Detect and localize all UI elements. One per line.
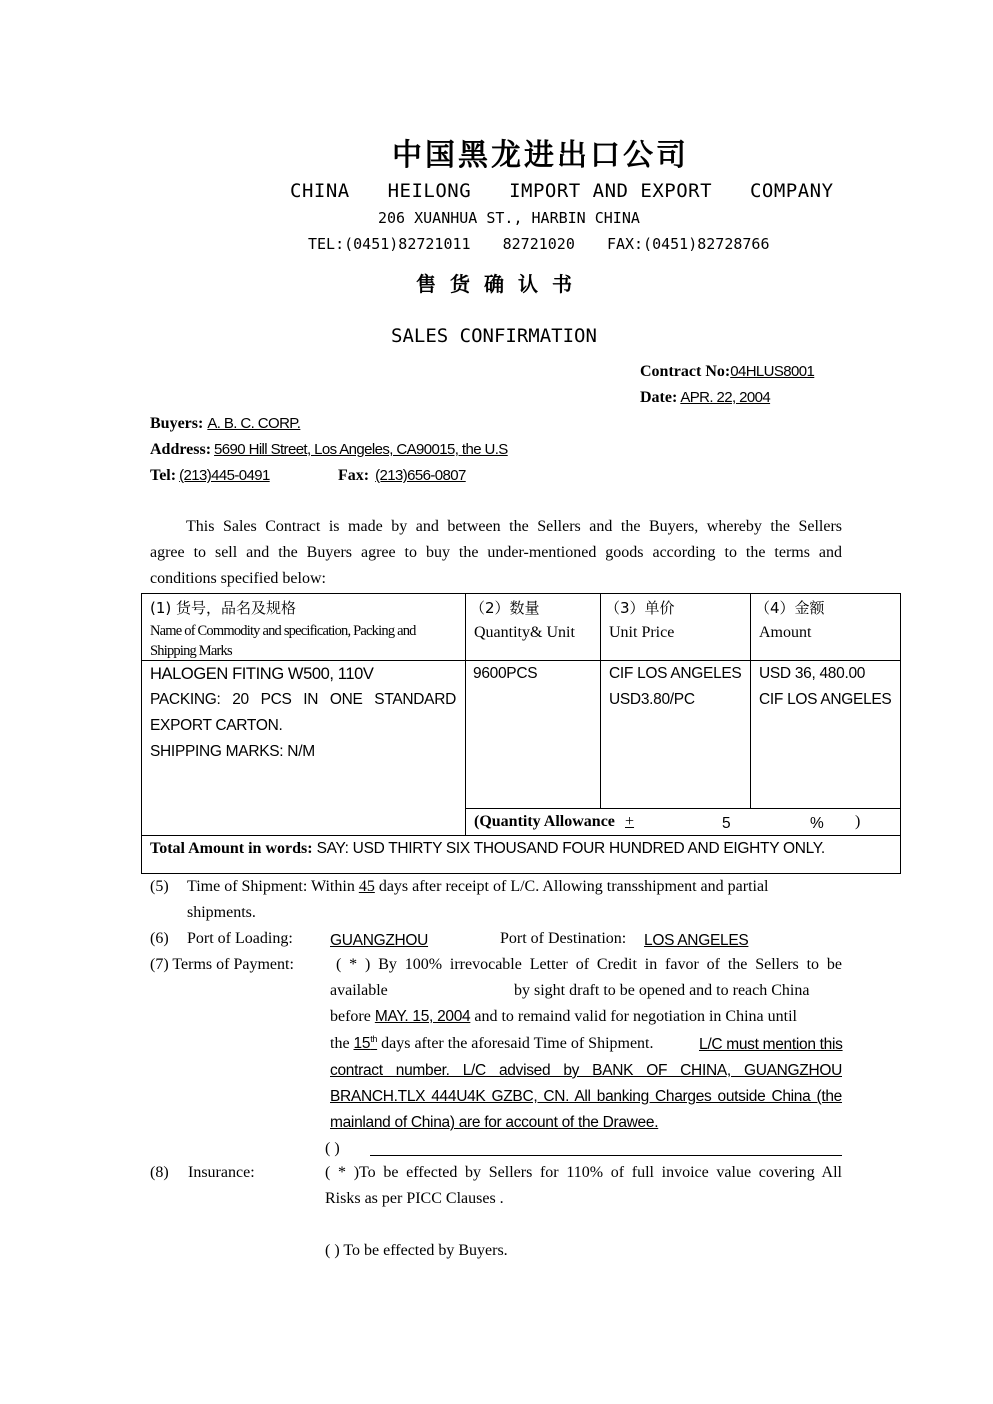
payment-blank-line — [370, 1155, 842, 1156]
lc-reach-date: MAY. 15, 2004 — [374, 1008, 471, 1025]
doc-title-english: SALES CONFIRMATION — [391, 325, 597, 347]
term-6-number: (6) — [150, 930, 169, 947]
table-divider — [465, 808, 901, 809]
payment-text: the — [330, 1035, 350, 1053]
payment-other-option: ( ) — [325, 1140, 340, 1157]
contract-number-label: Contract No: — [640, 363, 731, 380]
term-5-days: 45 — [358, 878, 375, 895]
company-address: 206 XUANHUA ST., HARBIN CHINA — [378, 209, 640, 227]
col-unit-price-header-en: Unit Price — [609, 624, 675, 641]
insurance-line-2: Risks as per PICC Clauses . — [325, 1190, 504, 1207]
insurance-buyers-option: ( ) To be effected by Buyers. — [325, 1242, 508, 1259]
contract-number — [640, 363, 814, 381]
lc-note-line-2: contract number. L/C advised by BANK OF CHINA, GUANGZHOU — [330, 1062, 842, 1079]
table-divider — [600, 593, 601, 809]
buyer-tel — [150, 467, 270, 485]
payment-line-2: by sight draft to be opened and to reach China — [514, 982, 810, 999]
table-divider — [141, 835, 901, 836]
lc-note-line-4: mainland of China) are for account of the Drawee. — [330, 1114, 659, 1131]
total-amount-label: Total Amount in words: — [150, 840, 313, 857]
company-name-chinese: 中国黑龙进出口公司 — [392, 138, 689, 173]
quantity-allowance-value: 5 — [722, 815, 731, 832]
table-divider — [750, 593, 751, 809]
item-price-terms: CIF LOS ANGELES — [609, 665, 742, 682]
doc-title-chinese: 售货确认书 — [416, 272, 586, 296]
total-amount-in-words — [150, 840, 825, 858]
payment-line-1: ( * ) By 100% irrevocable Letter of Credit in favor of the Sellers to be — [336, 956, 842, 973]
col-amount-header-cn: （4）金额 — [755, 599, 825, 617]
buyer-tel-label: Tel: — [150, 467, 177, 484]
buyer-fax — [338, 467, 466, 485]
item-unit-price: USD3.80/PC — [609, 691, 695, 708]
quantity-allowance-close: ) — [855, 813, 861, 830]
validity-days — [354, 1035, 378, 1052]
payment-line-3 — [330, 1008, 842, 1026]
table-border — [141, 873, 901, 874]
payment-available: available — [330, 982, 388, 999]
payment-line-4 — [330, 1034, 654, 1053]
buyer-address-value: 5690 Hill Street, Los Angeles, CA90015, the U.S — [214, 441, 508, 458]
validity-days-suffix: th — [370, 1034, 378, 1044]
payment-text: before — [330, 1008, 371, 1025]
company-name-english — [290, 180, 834, 202]
company-name-word: COMPANY — [749, 180, 834, 202]
col-amount-header-en: Amount — [759, 624, 812, 641]
buyer-address-label: Address: — [150, 441, 212, 458]
intro-line-2: agree to sell and the Buyers agree to buy the under-mentioned goods according to the terms and — [150, 544, 842, 561]
table-border — [141, 593, 901, 594]
col-quantity-header-en: Quantity& Unit — [474, 624, 575, 641]
col-commodity-header-en: Name of Commodity and specification, Packing and Shipping Marks — [150, 623, 416, 659]
item-shipping-marks: SHIPPING MARKS: N/M — [150, 743, 315, 760]
company-fax: FAX:(0451)82728766 — [606, 235, 770, 253]
contract-date-label: Date: — [640, 389, 678, 406]
contract-number-value: 04HLUS8001 — [730, 363, 815, 380]
validity-days-number: 15 — [353, 1035, 371, 1053]
intro-line-1: This Sales Contract is made by and between the Sellers and the Buyers, whereby the Sellers — [186, 518, 842, 535]
terms-of-payment-label: (7) Terms of Payment: — [150, 956, 294, 973]
intro-line-3: conditions specified below: — [150, 570, 326, 587]
item-packing-continued: EXPORT CARTON. — [150, 717, 283, 734]
table-border — [900, 593, 901, 874]
company-phone-fax — [308, 235, 770, 253]
port-of-destination-label: Port of Destination: — [500, 930, 627, 947]
item-amount-terms: CIF LOS ANGELES — [759, 691, 892, 708]
col-quantity-header-cn: （2）数量 — [470, 599, 540, 617]
col-unit-price-header-cn: （3）单价 — [605, 599, 675, 617]
insurance-line-1: ( * )To be effected by Sellers for 110% of full invoice value covering All — [325, 1164, 842, 1181]
term-5-number: (5) — [150, 878, 169, 895]
table-border — [141, 593, 142, 874]
buyer-name — [150, 415, 300, 433]
buyer-address — [150, 441, 508, 459]
lc-note-line-1: L/C must mention this — [699, 1036, 843, 1053]
company-name-word: HEILONG — [387, 180, 472, 202]
insurance-label: Insurance: — [188, 1164, 255, 1181]
total-amount-value: SAY: USD THIRTY SIX THOUSAND FOUR HUNDRED AND EIGHTY ONLY. — [316, 840, 825, 857]
company-name-word: IMPORT AND EXPORT — [509, 180, 713, 202]
col-commodity-header-cn: (1) 货号，品名及规格 — [150, 599, 297, 617]
quantity-allowance-sign: + — [625, 813, 635, 830]
term-8-number: (8) — [150, 1164, 169, 1181]
company-tel: TEL:(0451)82721011 — [308, 235, 471, 253]
payment-text: days after the aforesaid Time of Shipment. — [381, 1035, 654, 1053]
quantity-allowance-label: (Quantity Allowance — [474, 813, 615, 830]
quantity-allowance-unit: % — [810, 815, 824, 832]
company-name-word: CHINA — [290, 180, 350, 202]
port-of-destination-value: LOS ANGELES — [644, 932, 749, 949]
payment-text: and to remaind valid for negotiation in China until — [474, 1008, 797, 1025]
term-5-text: Time of Shipment: Within — [187, 878, 355, 895]
port-of-loading-label: Port of Loading: — [187, 930, 293, 947]
buyer-fax-value: (213)656-0807 — [375, 467, 466, 484]
buyer-name-label: Buyers: — [150, 415, 204, 432]
contract-date — [640, 389, 770, 407]
buyer-tel-value: (213)445-0491 — [179, 467, 270, 484]
port-of-loading-value: GUANGZHOU — [330, 932, 429, 949]
item-name: HALOGEN FITING W500, 110V — [150, 665, 374, 683]
item-packing: PACKING: 20 PCS IN ONE STANDARD — [150, 691, 456, 708]
buyer-name-value: A. B. C. CORP. — [207, 415, 301, 432]
lc-note-line-3: BRANCH.TLX 444U4K GZBC, CN. All banking Charges outside China (the — [330, 1088, 842, 1105]
term-5-continued: shipments. — [187, 904, 256, 921]
item-quantity: 9600PCS — [473, 665, 538, 682]
table-divider — [465, 593, 466, 836]
item-amount: USD 36, 480.00 — [759, 665, 866, 682]
contract-date-value: APR. 22, 2004 — [680, 389, 771, 406]
term-5-shipment — [187, 878, 769, 896]
company-tel-2: 82721020 — [502, 235, 575, 253]
buyer-fax-label: Fax: — [338, 467, 370, 484]
term-5-text: days after receipt of L/C. Allowing transshipment and partial — [378, 878, 769, 895]
